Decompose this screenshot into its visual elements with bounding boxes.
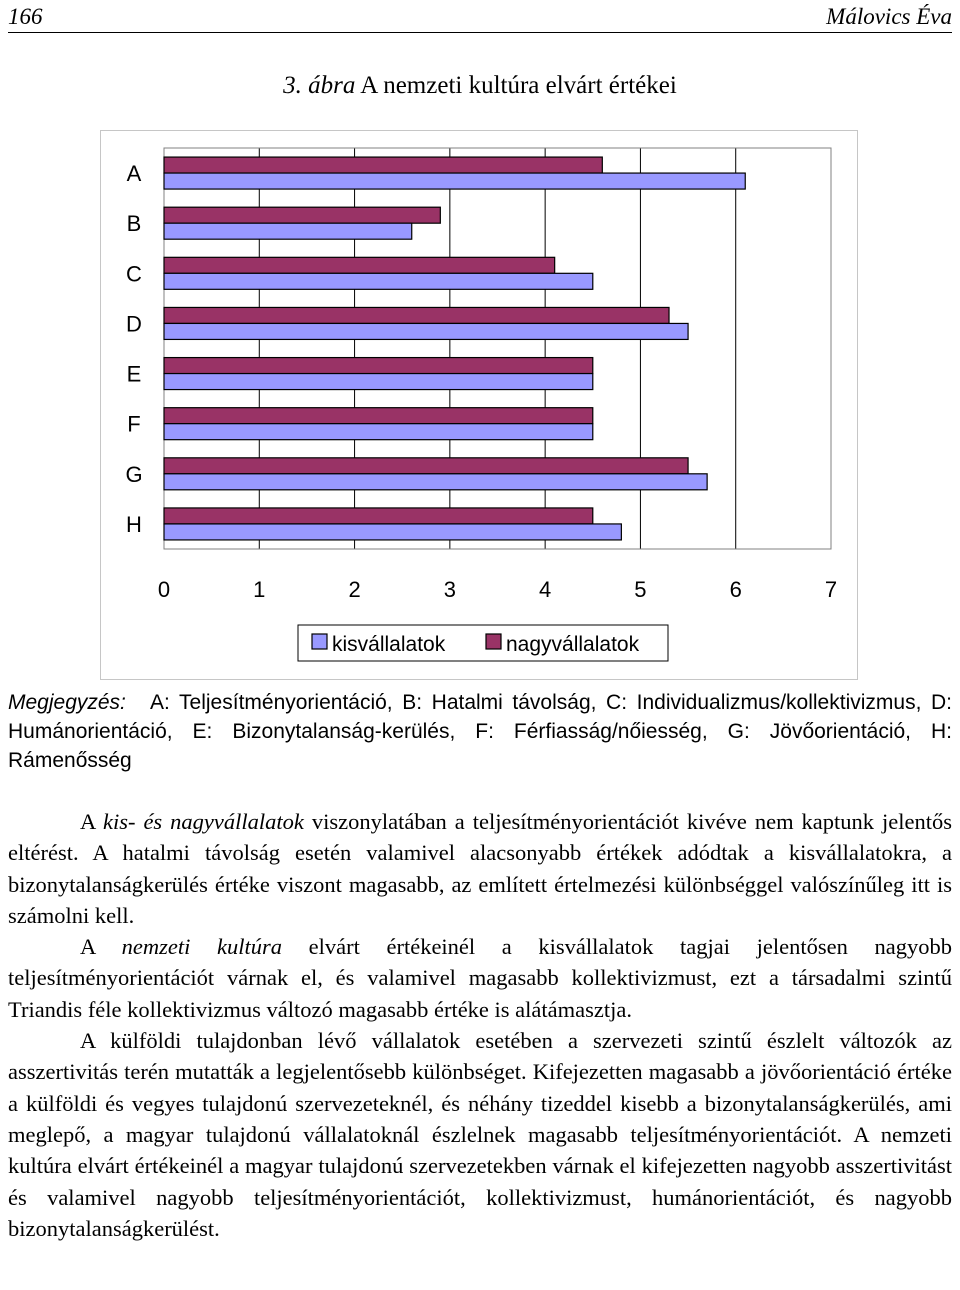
bar-nagyvállalatok-H xyxy=(164,508,593,524)
bar-nagyvállalatok-G xyxy=(164,458,688,474)
category-label: H xyxy=(126,511,142,537)
figure-caption xyxy=(0,72,960,100)
x-tick-label: 1 xyxy=(253,577,266,602)
x-tick-label: 2 xyxy=(348,577,361,602)
bar-kisvállalatok-F xyxy=(164,424,593,440)
bar-nagyvállalatok-C xyxy=(164,257,555,273)
note-text: A: Teljesítményorientáció, B: Hatalmi távolság, C: Individualizmus/kollektivizmus, D: Humánorientáció, E: Bizonytalanság-kerülés, F: Férfiasság/nőiesség, G: Jövőorientáció, H: Rámenősség xyxy=(8,691,952,772)
paragraph-1 xyxy=(8,806,952,931)
chart-area xyxy=(100,130,858,680)
bar-nagyvállalatok-A xyxy=(164,157,602,173)
bar-chart xyxy=(101,131,859,681)
body-text xyxy=(8,806,952,1244)
category-label: E xyxy=(126,361,142,387)
p1-start: A xyxy=(80,809,103,834)
category-label: C xyxy=(126,261,142,287)
p2-start: A xyxy=(80,934,122,960)
x-tick-label: 7 xyxy=(824,577,838,602)
x-tick-label: 5 xyxy=(634,577,647,602)
x-tick-label: 6 xyxy=(729,577,742,602)
bar-nagyvállalatok-E xyxy=(164,358,593,374)
chart-note xyxy=(8,688,952,775)
bar-nagyvállalatok-F xyxy=(164,408,593,424)
bar-kisvállalatok-D xyxy=(164,323,688,339)
x-tick-label: 0 xyxy=(157,577,171,602)
paragraph-3: A külföldi tulajdonban lévő vállalatok esetében a szervezeti szintű észlelt változók az asszertivitás terén mutatták a legjelentősebb különbséget. Kifejezetten magasabb a jövőorientáció értéke a külföldi és vegyes tulajdonú szervezeteknél, és néhány tizeddel kisebb a bizonytalanságkerülés, ami meglepő, a magyar tulajdonú vállalatoknál észlelnek magasabb teljesítményorientációt. A nemzeti kultúra elvárt értékeinél a magyar tulajdonú szervezetekben várnak el kifejezetten nagyobb asszertivitást és valamivel nagyobb teljesítményorientációt, kollektivizmust, humánorientációt, és nagyobb bizonytalanságkerülést. xyxy=(8,1028,952,1241)
bar-kisvállalatok-B xyxy=(164,223,412,239)
paragraph-2 xyxy=(8,931,952,1025)
author-name: Málovics Éva xyxy=(826,4,952,29)
bar-kisvállalatok-C xyxy=(164,273,593,289)
bar-kisvállalatok-H xyxy=(164,524,621,540)
page-header xyxy=(8,2,952,33)
note-label: Megjegyzés: xyxy=(8,691,126,714)
bar-nagyvállalatok-D xyxy=(164,307,669,323)
p1-rest: viszonylatában a teljesítményorientációt kivéve nem kaptunk jelentős eltérést. A hatalmi távolság esetén valamivel alacsonyabb értékek adódtak a kisvállalatokra, a bizonytalanságkerülés értéke viszont magasabb, az említett értelmezési különbséggel valószínűleg itt is számolni kell. xyxy=(8,809,952,928)
legend-label: kisvállalatok xyxy=(332,633,446,656)
page-number: 166 xyxy=(8,4,43,29)
x-tick-label: 4 xyxy=(539,577,552,602)
category-label: F xyxy=(127,411,141,437)
legend-label: nagyvállalatok xyxy=(506,633,640,656)
category-label: G xyxy=(125,461,143,487)
p2-italic: nemzeti kultúra xyxy=(121,934,282,960)
category-label: B xyxy=(126,211,142,237)
bar-nagyvállalatok-B xyxy=(164,207,440,223)
figure-title: A nemzeti kultúra elvárt értékei xyxy=(360,72,677,99)
bar-kisvállalatok-E xyxy=(164,374,593,390)
x-tick-label: 3 xyxy=(443,577,456,602)
p1-italic: kis- és nagyvállalatok xyxy=(102,809,304,834)
category-label: D xyxy=(126,311,142,337)
figure-label: 3. ábra xyxy=(283,72,356,99)
p2-rest: elvárt értékeinél a kisvállalatok tagjai jelentősen nagyobb teljesítményorientációt várnak el, és valamivel magasabb kollektivizmust, ezt a társadalmi szintű Triandis féle kollektivizmus változó magasabb értéke is alátámasztja. xyxy=(8,934,952,1022)
bar-kisvállalatok-A xyxy=(164,173,745,189)
bar-kisvállalatok-G xyxy=(164,474,707,490)
category-label: A xyxy=(126,161,142,187)
legend-swatch xyxy=(486,634,501,649)
legend-swatch xyxy=(312,634,327,649)
